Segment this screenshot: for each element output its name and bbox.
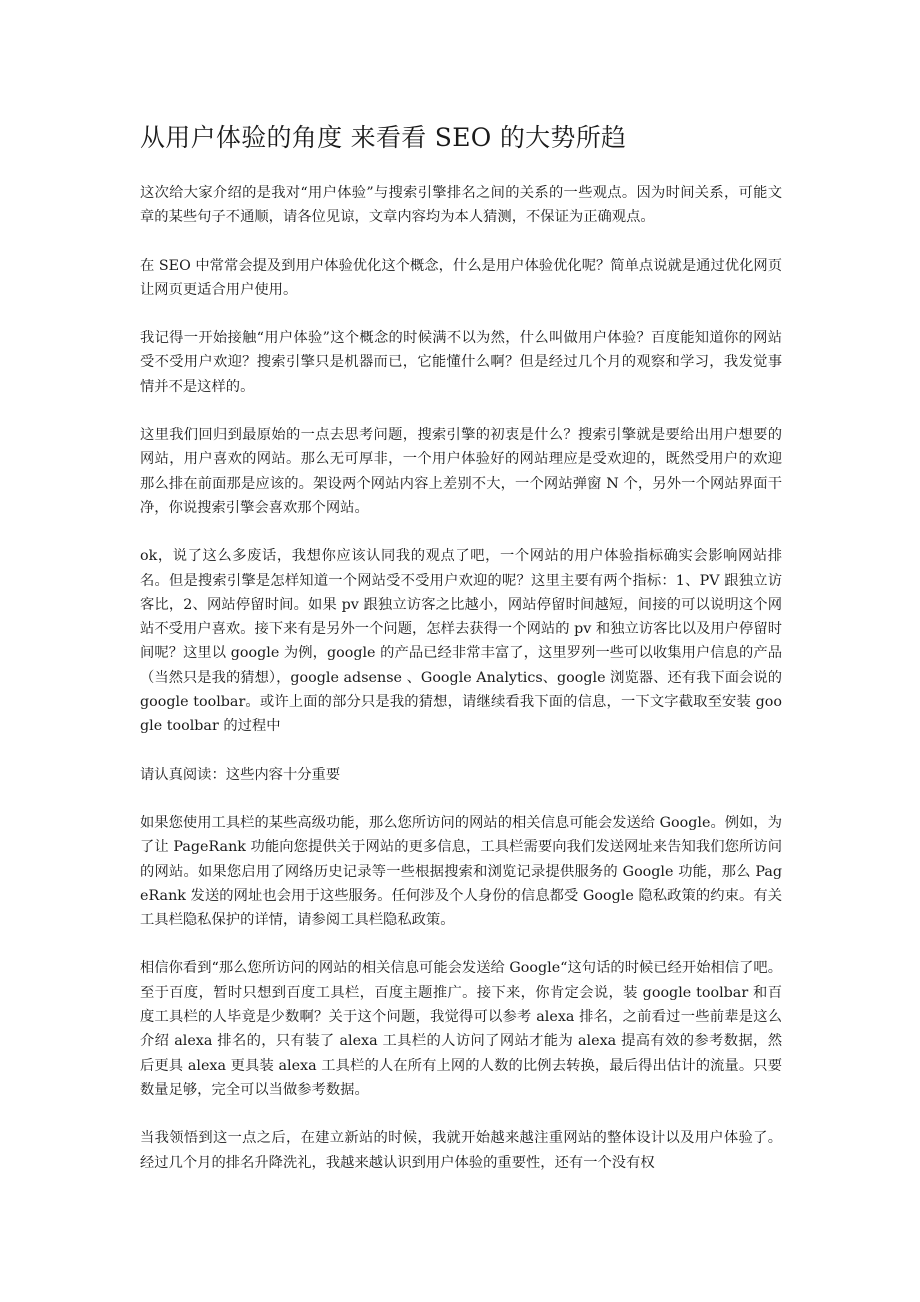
paragraph: 这次给大家介绍的是我对“用户体验”与搜索引擎排名之间的关系的一些观点。因为时间关系，可能文章的某些句子不通顺，请各位见谅，文章内容均为本人猜测，不保证为正确观点。 [140, 185, 782, 226]
paragraph: ok，说了这么多废话，我想你应该认同我的观点了吧，一个网站的用户体验指标确实会影响网站排名。但是搜索引擎是怎样知道一个网站受不受用户欢迎的呢？这里主要有两个指标：1、PV 跟独立访客比，2、网站停留时间。如果 pv 跟独立访客之比越小，网站停留时间越短，间接的可以说明这个网站不受用户喜欢。接下来有是另外一个问题，怎样去获得一个网站的 pv 和独立访客比以及用户停留时间呢？这里以 google 为例，google 的产品已经非常丰富了，这里罗列一些可以收集用户信息的产品（当然只是我的猜想），google adsense 、Google Analytics、google 浏览器、还有我下面会说的 google toolbar。或许上面的部分只是我的猜想，请继续看我下面的信息，一下文字截取至安装 google toolbar 的过程中 [140, 548, 782, 735]
paragraph: 在 SEO 中常常会提及到用户体验优化这个概念，什么是用户体验优化呢？简单点说就是通过优化网页让网页更适合用户使用。 [140, 257, 782, 298]
paragraph-heading: 请认真阅读：这些内容十分重要 [140, 766, 341, 783]
document-page [140, 118, 782, 1199]
paragraph: 我记得一开始接触“用户体验”这个概念的时候满不以为然，什么叫做用户体验？百度能知道你的网站受不受用户欢迎？搜索引擎只是机器而已，它能懂什么啊？但是经过几个月的观察和学习，我发觉事情并不是这样的。 [140, 330, 782, 395]
paragraph: 相信你看到“那么您所访问的网站的相关信息可能会发送给 Google“这句话的时候已经开始相信了吧。至于百度，暂时只想到百度工具栏，百度主题推广。接下来，你肯定会说，装 google toolbar 和百度工具栏的人毕竟是少数啊？关于这个问题，我觉得可以参考 alexa 排名，之前看过一些前辈是这么介绍 alexa 排名的，只有装了 alexa 工具栏的人访问了网站才能为 alexa 提高有效的参考数据，然后更具 alexa 更具装 alexa 工具栏的人在所有上网的人数的比例去转换，最后得出估计的流量。只要数量足够，完全可以当做参考数据。 [140, 960, 782, 1098]
quoted-paragraph: 如果您使用工具栏的某些高级功能，那么您所访问的网站的相关信息可能会发送给 Google。例如，为了让 PageRank 功能向您提供关于网站的更多信息，工具栏需要向我们发送网址来告知我们您所访问的网站。如果您启用了网络历史记录等一些根据搜索和浏览记录提供服务的 Google 功能，那么 PageRank 发送的网址也会用于这些服务。任何涉及个人身份的信息都受 Google 隐私政策的约束。有关工具栏隐私保护的详情，请参阅工具栏隐私政策。 [140, 814, 782, 929]
document-title: 从用户体验的角度 来看看 SEO 的大势所趋 [140, 123, 627, 152]
paragraph: 这里我们回归到最原始的一点去思考问题，搜索引擎的初衷是什么？搜索引擎就是要给出用户想要的网站，用户喜欢的网站。那么无可厚非，一个用户体验好的网站理应是受欢迎的，既然受用户的欢迎那么排在前面那是应该的。架设两个网站内容上差别不大，一个网站弹窗 N 个，另外一个网站界面干净，你说搜索引擎会喜欢那个网站。 [140, 427, 782, 516]
paragraph: 当我领悟到这一点之后，在建立新站的时候，我就开始越来越注重网站的整体设计以及用户体验了。经过几个月的排名升降洗礼，我越来越认识到用户体验的重要性，还有一个没有权 [140, 1130, 782, 1171]
